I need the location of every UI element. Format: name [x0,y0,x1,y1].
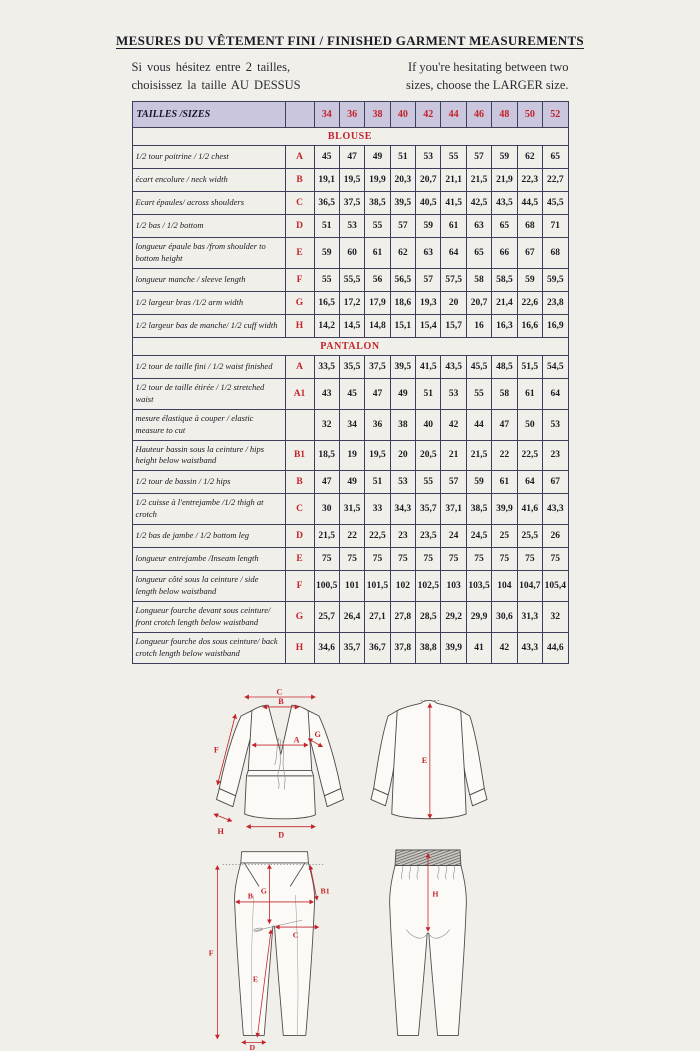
note-french [132,58,301,94]
value-cell: 32 [543,601,568,632]
note-english-line2: sizes, choose the LARGER size. [406,78,569,93]
value-cell: 55 [365,215,390,238]
value-cell: 59 [416,215,441,238]
size-header: 52 [543,102,568,128]
measure-letter: A [285,356,314,379]
measure-letter: G [285,601,314,632]
value-cell: 21,9 [492,169,517,192]
value-cell: 16,6 [517,315,542,338]
value-cell: 59 [466,471,491,494]
table-row [132,238,568,269]
measure-label-g: G [314,729,321,739]
value-cell: 105,4 [543,571,568,602]
value-cell: 75 [416,548,441,571]
measure-label: 1/2 bas de jambe / 1/2 bottom leg [132,525,285,548]
value-cell: 55 [466,379,491,410]
value-cell: 101,5 [365,571,390,602]
value-cell: 47 [314,471,339,494]
value-cell: 21,1 [441,169,466,192]
value-cell: 57 [390,215,415,238]
size-header: 42 [416,102,441,128]
value-cell: 59 [314,238,339,269]
value-cell: 59 [517,269,542,292]
measure-letter: E [285,238,314,269]
sizes-header-label: TAILLES /SIZES [132,102,285,128]
value-cell: 65 [543,146,568,169]
value-cell: 22 [339,525,364,548]
value-cell: 75 [390,548,415,571]
measure-label: Hauteur bassin sous la ceinture / hips height below waistband [132,440,285,471]
measure-label-h: H [432,889,439,899]
value-cell: 25,7 [314,601,339,632]
value-cell: 31,3 [517,601,542,632]
value-cell: 51 [390,146,415,169]
value-cell: 14,2 [314,315,339,338]
measure-label: Longueur fourche devant sous ceinture/ front crotch length below waistband [132,601,285,632]
measure-label-e: E [421,755,428,765]
value-cell: 45 [339,379,364,410]
value-cell: 36 [365,409,390,440]
table-row [132,571,568,602]
value-cell: 19 [339,440,364,471]
value-cell: 29,2 [441,601,466,632]
value-cell: 55 [441,146,466,169]
value-cell: 75 [441,548,466,571]
blouse-back-diagram [370,687,488,843]
measure-label-d: D [278,830,285,840]
value-cell: 35,5 [339,356,364,379]
measure-letter: C [285,494,314,525]
size-header: 44 [441,102,466,128]
value-cell: 37,5 [339,192,364,215]
measure-label-b: B [247,890,253,900]
value-cell: 21,5 [466,440,491,471]
measure-label-b: B [278,696,284,706]
value-cell: 62 [390,238,415,269]
value-cell: 104 [492,571,517,602]
measure-label-c: C [276,686,283,696]
table-row [132,632,568,663]
value-cell: 32 [314,409,339,440]
value-cell: 17,9 [365,292,390,315]
value-cell: 50 [517,409,542,440]
measure-label: Longueur fourche dos sous ceinture/ back crotch length below waistband [132,632,285,663]
value-cell: 54,5 [543,356,568,379]
value-cell: 29,9 [466,601,491,632]
table-row [132,525,568,548]
value-cell: 38 [390,409,415,440]
measure-letter: E [285,548,314,571]
value-cell: 19,1 [314,169,339,192]
value-cell: 53 [441,379,466,410]
garment-diagrams [0,669,700,1051]
table-row [132,269,568,292]
value-cell: 36,5 [314,192,339,215]
size-header: 50 [517,102,542,128]
note-french-line2: choisissez la taille AU DESSUS [131,78,301,93]
value-cell: 30 [314,494,339,525]
value-cell: 38,5 [466,494,491,525]
measure-label-h: H [217,826,224,836]
value-cell: 21,5 [466,169,491,192]
value-cell: 20,7 [466,292,491,315]
value-cell: 55 [416,471,441,494]
value-cell: 23,5 [416,525,441,548]
value-cell: 65 [466,238,491,269]
size-header: 36 [339,102,364,128]
value-cell: 67 [543,471,568,494]
value-cell: 41,5 [416,356,441,379]
table-row [132,471,568,494]
pants-back-diagram [363,843,493,1051]
value-cell: 68 [517,215,542,238]
value-cell: 44,6 [543,632,568,663]
value-cell: 16,9 [543,315,568,338]
measure-label: 1/2 largeur bras /1/2 arm width [132,292,285,315]
value-cell: 75 [339,548,364,571]
value-cell: 47 [339,146,364,169]
value-cell: 34 [339,409,364,440]
value-cell: 23,8 [543,292,568,315]
measure-label: 1/2 bas / 1/2 bottom [132,215,285,238]
section-title-row [132,338,568,356]
measure-label: 1/2 tour poitrine / 1/2 chest [132,146,285,169]
value-cell: 59,5 [543,269,568,292]
value-cell: 53 [416,146,441,169]
measure-letter: D [285,525,314,548]
value-cell: 20 [390,440,415,471]
table-row [132,169,568,192]
value-cell: 28,5 [416,601,441,632]
measure-letter: B1 [285,440,314,471]
note-english-line1: If you're hesitating between two [407,60,569,74]
measure-letter [285,409,314,440]
value-cell: 22,6 [517,292,542,315]
value-cell: 102 [390,571,415,602]
measure-letter: H [285,632,314,663]
value-cell: 34,6 [314,632,339,663]
value-cell: 43,3 [543,494,568,525]
value-cell: 57 [416,269,441,292]
page-title: MESURES DU VÊTEMENT FINI / FINISHED GARMENT MEASUREMENTS [116,33,584,48]
value-cell: 65 [492,215,517,238]
value-cell: 14,5 [339,315,364,338]
value-cell: 53 [543,409,568,440]
value-cell: 67 [517,238,542,269]
value-cell: 55 [314,269,339,292]
blouse-diagram-row [0,687,700,843]
value-cell: 23 [390,525,415,548]
measure-letter: C [285,192,314,215]
value-cell: 104,7 [517,571,542,602]
measure-letter: B [285,471,314,494]
value-cell: 38,8 [416,632,441,663]
size-header: 46 [466,102,491,128]
value-cell: 25 [492,525,517,548]
value-cell: 39,5 [390,192,415,215]
measure-label: 1/2 tour de taille étirée / 1/2 stretched waist [132,379,285,410]
value-cell: 51 [314,215,339,238]
pants-front-diagram [207,843,341,1051]
measure-label: longueur entrejambe /Inseam length [132,548,285,571]
value-cell: 39,9 [492,494,517,525]
value-cell: 16,3 [492,315,517,338]
pants-diagram-row [0,843,700,1051]
letter-column-header [285,102,314,128]
value-cell: 48,5 [492,356,517,379]
value-cell: 34,3 [390,494,415,525]
value-cell: 41,6 [517,494,542,525]
value-cell: 15,7 [441,315,466,338]
section-title: PANTALON [132,338,568,356]
table-row [132,315,568,338]
value-cell: 22,5 [517,440,542,471]
size-header: 40 [390,102,415,128]
value-cell: 101 [339,571,364,602]
value-cell: 39,9 [441,632,466,663]
value-cell: 59 [492,146,517,169]
value-cell: 41,5 [441,192,466,215]
table-row [132,146,568,169]
value-cell: 51 [365,471,390,494]
measure-label-b1: B1 [320,885,330,895]
value-cell: 55,5 [339,269,364,292]
measure-label-g: G [260,885,267,895]
value-cell: 43,5 [441,356,466,379]
section-title-row [132,128,568,146]
value-cell: 19,3 [416,292,441,315]
value-cell: 16,5 [314,292,339,315]
value-cell: 31,5 [339,494,364,525]
table-row [132,409,568,440]
value-cell: 26 [543,525,568,548]
value-cell: 22,7 [543,169,568,192]
value-cell: 57 [441,471,466,494]
measure-label: longueur épaule bas /from shoulder to bottom height [132,238,285,269]
table-row [132,440,568,471]
value-cell: 64 [441,238,466,269]
value-cell: 20,7 [416,169,441,192]
value-cell: 61 [365,238,390,269]
value-cell: 66 [492,238,517,269]
measure-label: 1/2 largeur bas de manche/ 1/2 cuff width [132,315,285,338]
value-cell: 102,5 [416,571,441,602]
value-cell: 64 [517,471,542,494]
value-cell: 51,5 [517,356,542,379]
value-cell: 103,5 [466,571,491,602]
value-cell: 21,5 [314,525,339,548]
value-cell: 19,5 [339,169,364,192]
value-cell: 42,5 [466,192,491,215]
value-cell: 61 [441,215,466,238]
value-cell: 21 [441,440,466,471]
value-cell: 25,5 [517,525,542,548]
size-header: 38 [365,102,390,128]
value-cell: 40 [416,409,441,440]
value-cell: 49 [339,471,364,494]
sizes-header-row [132,102,568,128]
table-row [132,192,568,215]
measure-label: Ecart épaules/ across shoulders [132,192,285,215]
value-cell: 21,4 [492,292,517,315]
value-cell: 22,5 [365,525,390,548]
value-cell: 53 [390,471,415,494]
table-row [132,601,568,632]
blouse-front-diagram [212,687,348,843]
table-row [132,494,568,525]
value-cell: 19,5 [365,440,390,471]
measure-label: longueur côté sous la ceinture / side length below waistband [132,571,285,602]
value-cell: 75 [492,548,517,571]
value-cell: 36,7 [365,632,390,663]
value-cell: 23 [543,440,568,471]
measure-letter: A [285,146,314,169]
value-cell: 20 [441,292,466,315]
measure-label: 1/2 tour de bassin / 1/2 hips [132,471,285,494]
value-cell: 16 [466,315,491,338]
value-cell: 58 [466,269,491,292]
measure-label: longueur manche / sleeve length [132,269,285,292]
value-cell: 63 [466,215,491,238]
value-cell: 61 [517,379,542,410]
value-cell: 56,5 [390,269,415,292]
value-cell: 47 [492,409,517,440]
value-cell: 35,7 [339,632,364,663]
value-cell: 53 [339,215,364,238]
value-cell: 58,5 [492,269,517,292]
value-cell: 68 [543,238,568,269]
value-cell: 15,1 [390,315,415,338]
value-cell: 62 [517,146,542,169]
value-cell: 57 [466,146,491,169]
value-cell: 33,5 [314,356,339,379]
value-cell: 18,6 [390,292,415,315]
value-cell: 18,5 [314,440,339,471]
measure-letter: A1 [285,379,314,410]
table-row [132,379,568,410]
value-cell: 33 [365,494,390,525]
measure-label-f: F [213,744,219,754]
value-cell: 37,1 [441,494,466,525]
value-cell: 58 [492,379,517,410]
measure-label-e: E [252,974,258,984]
value-cell: 57,5 [441,269,466,292]
measure-label-c: C [292,929,299,939]
value-cell: 27,8 [390,601,415,632]
measure-label-d: D [249,1042,255,1051]
value-cell: 47 [365,379,390,410]
value-cell: 75 [517,548,542,571]
value-cell: 22 [492,440,517,471]
value-cell: 26,4 [339,601,364,632]
measure-label: 1/2 cuisse à l'entrejambe /1/2 thigh at crotch [132,494,285,525]
note-french-line1: Si vous hésitez entre 2 tailles, [131,60,291,74]
value-cell: 45 [314,146,339,169]
value-cell: 71 [543,215,568,238]
measure-letter: H [285,315,314,338]
measure-letter: B [285,169,314,192]
measure-label: écart encolure / neck width [132,169,285,192]
value-cell: 41 [466,632,491,663]
value-cell: 42 [441,409,466,440]
value-cell: 75 [543,548,568,571]
value-cell: 42 [492,632,517,663]
value-cell: 15,4 [416,315,441,338]
value-cell: 63 [416,238,441,269]
value-cell: 103 [441,571,466,602]
note-english [406,58,568,94]
size-header: 34 [314,102,339,128]
table-row [132,215,568,238]
value-cell: 38,5 [365,192,390,215]
table-row [132,548,568,571]
value-cell: 37,5 [365,356,390,379]
measure-letter: F [285,571,314,602]
value-cell: 51 [416,379,441,410]
value-cell: 43,5 [492,192,517,215]
value-cell: 43,3 [517,632,542,663]
value-cell: 44,5 [517,192,542,215]
measure-letter: F [285,269,314,292]
value-cell: 22,3 [517,169,542,192]
value-cell: 37,8 [390,632,415,663]
value-cell: 44 [466,409,491,440]
value-cell: 30,6 [492,601,517,632]
value-cell: 49 [365,146,390,169]
value-cell: 19,9 [365,169,390,192]
value-cell: 40,5 [416,192,441,215]
value-cell: 24 [441,525,466,548]
value-cell: 61 [492,471,517,494]
value-cell: 49 [390,379,415,410]
value-cell: 100,5 [314,571,339,602]
measure-label-a: A [293,734,300,744]
section-title: BLOUSE [132,128,568,146]
value-cell: 27,1 [365,601,390,632]
value-cell: 20,5 [416,440,441,471]
value-cell: 39,5 [390,356,415,379]
value-cell: 75 [466,548,491,571]
table-row [132,292,568,315]
sizing-notes [132,58,569,94]
value-cell: 64 [543,379,568,410]
measure-label-f: F [208,948,214,958]
measure-letter: G [285,292,314,315]
measure-label: mesure élastique à couper / elastic measure to cut [132,409,285,440]
value-cell: 43 [314,379,339,410]
value-cell: 60 [339,238,364,269]
value-cell: 75 [314,548,339,571]
measure-letter: D [285,215,314,238]
value-cell: 45,5 [466,356,491,379]
value-cell: 35,7 [416,494,441,525]
value-cell: 17,2 [339,292,364,315]
measurements-table [132,101,569,663]
table-row [132,356,568,379]
value-cell: 75 [365,548,390,571]
value-cell: 24,5 [466,525,491,548]
value-cell: 45,5 [543,192,568,215]
measure-label: 1/2 tour de taille fini / 1/2 waist finished [132,356,285,379]
value-cell: 20,3 [390,169,415,192]
value-cell: 56 [365,269,390,292]
value-cell: 14,8 [365,315,390,338]
size-header: 48 [492,102,517,128]
